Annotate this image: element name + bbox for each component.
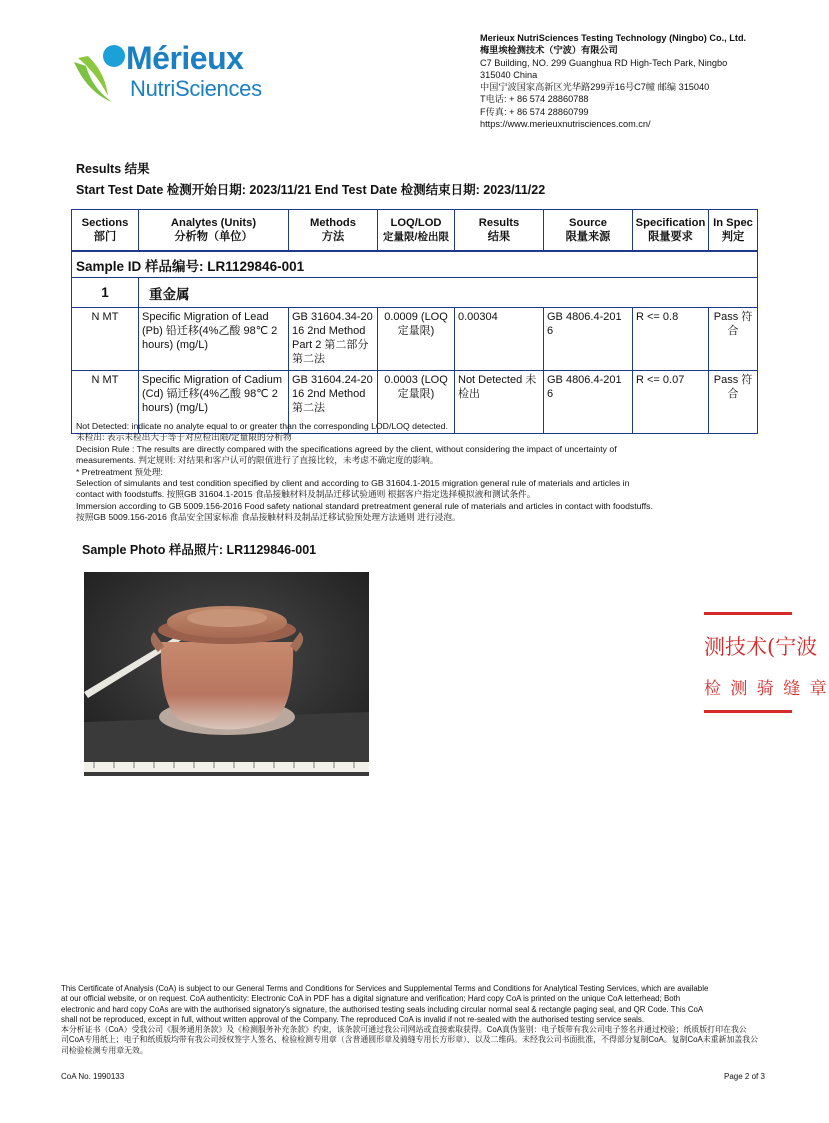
company-info [480, 32, 780, 130]
footer-line: 司检验检测专用章无效。 [61, 1045, 148, 1055]
group-name: 重金属 [139, 278, 758, 308]
results-title: Results 结果 [76, 162, 150, 176]
seal-text-line1: 测技术(宁波 [704, 635, 818, 659]
note-line: 未检出: 表示未检出大于等于对应检出限/定量限的分析物 [76, 432, 292, 443]
seal-text-line2: 检 测 骑 缝 章 [704, 679, 829, 699]
telephone: T电话: + 86 574 28860788 [480, 94, 589, 105]
header-specification: Specification 限量要求 [633, 210, 709, 252]
header-sections: Sections 部门 [72, 210, 139, 252]
page-number: Page 2 of 3 [724, 1072, 765, 1081]
address-en-line2: 315040 China [480, 69, 538, 80]
header-results: Results 结果 [455, 210, 544, 252]
header-analytes: Analytes (Units) 分析物（单位） [139, 210, 289, 252]
note-line: contact with foodstuffs. 按照GB 31604.1-2015 食品接触材料及制品迁移试验通则 根据客户指定选择模拟液和测试条件。 [76, 489, 536, 500]
cell-loq: 0.0003 (LOQ定量限) [378, 371, 455, 434]
header-in-spec: In Spec 判定 [709, 210, 758, 252]
header-source: Source 限量来源 [544, 210, 633, 252]
cell-method: GB 31604.34-20 16 2nd Method Part 2 第二部分 第二法 [289, 308, 378, 371]
group-row [72, 278, 758, 308]
sample-id-row [72, 251, 758, 278]
cell-section: N MT [72, 371, 139, 434]
cell-method: GB 31604.24-20 16 2nd Method 第二法 [289, 371, 378, 434]
cell-result: Not Detected 未检出 [455, 371, 544, 434]
coa-number: CoA No. 1990133 [61, 1072, 125, 1081]
notes-section [76, 421, 766, 524]
group-number: 1 [72, 278, 139, 308]
note-line: * Pretreatment 预处理: [76, 466, 163, 477]
website-link[interactable]: https://www.merieuxnutrisciences.com.cn/ [480, 119, 651, 130]
table-row [72, 308, 758, 371]
address-en-line1: C7 Building, NO. 299 Guanghua RD High-Tech Park, Ningbo [480, 57, 728, 68]
sample-photo-title: Sample Photo 样品照片: LR1129846-001 [82, 543, 317, 557]
test-dates: Start Test Date 检测开始日期: 2023/11/21 End Test Date 检测结束日期: 2023/11/22 [76, 183, 546, 197]
company-name-en: Merieux NutriSciences Testing Technology (Ningbo) Co., Ltd. [480, 33, 747, 43]
cell-source: GB 4806.4-201 6 [544, 371, 633, 434]
footer-line: 司CoA专用纸上；电子和纸质版均带有我公司授权签字人签名、检验检测专用章（含普通圆形章及骑缝专用长方形章）、以及二维码。未经我公司书面批准，不得部分复制CoA。复制CoA未重新加盖我公 [61, 1035, 759, 1045]
cell-section: N MT [72, 308, 139, 371]
fax: F传真: + 86 574 28860799 [480, 106, 589, 117]
note-line: Selection of simulants and test condition specified by client and according to GB 31604.1-2015 migration general rule of materials and articles in [76, 478, 630, 489]
sample-id: Sample ID 样品编号: LR1129846-001 [72, 251, 758, 278]
sample-photo [84, 572, 369, 776]
footer-line: electronic and hard copy CoAs are with the authorised signatory's signature, the authorised testing seals including circular normal seal & rectangle paging seal, and QR Code. This CoA [61, 1004, 704, 1014]
logo-text-merieux: Mérieux [126, 40, 244, 76]
address-cn: 中国宁波国家高新区光华路299弄16号C7幢 邮编 315040 [480, 82, 710, 93]
table-header-row [72, 210, 758, 252]
footer-line: at our official website, or on request. CoA authenticity: Electronic CoA in PDF has a digital signature and verification; Hard copy CoA is printed on the unique CoA letterhead; Both [61, 994, 681, 1004]
header-methods: Methods 方法 [289, 210, 378, 252]
footer-terms [61, 984, 771, 1056]
note-line: Immersion according to GB 5009.156-2016 Food safety national standard pretreatment general rule of materials and articles in contact with foodstuffs. [76, 500, 653, 511]
company-logo [72, 40, 272, 110]
cell-loq: 0.0009 (LOQ定量限) [378, 308, 455, 371]
footer-line: 本分析证书（CoA）受我公司《服务通用条款》及《检测服务补充条款》约束，该条款可通过我公司网站或直接索取获得。CoA真伪鉴别：电子版带有我公司电子签名并通过校验；纸质版打印在我公 [61, 1025, 747, 1035]
cell-specification: R <= 0.07 [633, 371, 709, 434]
cell-specification: R <= 0.8 [633, 308, 709, 371]
cell-in-spec: Pass 符合 [709, 308, 758, 371]
cell-source: GB 4806.4-201 6 [544, 308, 633, 371]
footer-line: shall not be reproduced, except in full, without written approval of the Company. The reproduced CoA is invalid if not re-sealed with the authorised testing service seals. [61, 1014, 645, 1024]
results-table [71, 209, 758, 434]
note-line: Decision Rule : The results are directly compared with the specifications agreed by the client, without considering the impact of uncertainty of [76, 443, 617, 454]
cell-result: 0.00304 [455, 308, 544, 371]
note-line: Not Detected: indicate no analyte equal to or greater than the corresponding LOD/LOQ detected. [76, 421, 448, 431]
paging-seal [704, 612, 829, 714]
note-line: measurements. 判定规则: 对结果和客户认可的限值进行了直接比较，未考虑不确定度的影响。 [76, 455, 439, 466]
note-line: 按照GB 5009.156-2016 食品安全国家标准 食品接触材料及制品迁移试验预处理方法通则 进行浸泡。 [76, 512, 461, 523]
logo-text-nutrisciences: NutriSciences [130, 76, 262, 101]
company-name-cn: 梅里埃检测技术（宁波）有限公司 [480, 45, 618, 56]
cell-in-spec: Pass 符合 [709, 371, 758, 434]
header-loq: LOQ/LOD 定量限/检出限 [378, 210, 455, 252]
cell-analyte: Specific Migration of Cadium (Cd) 镉迁移(4%乙酸 98℃ 2 hours) (mg/L) [139, 371, 289, 434]
footer-line: This Certificate of Analysis (CoA) is subject to our General Terms and Conditions for Services and Supplemental Terms and Conditions for Analytical Testing Services, which are available [61, 984, 709, 993]
cell-analyte: Specific Migration of Lead (Pb) 铅迁移(4%乙酸 98℃ 2 hours) (mg/L) [139, 308, 289, 371]
